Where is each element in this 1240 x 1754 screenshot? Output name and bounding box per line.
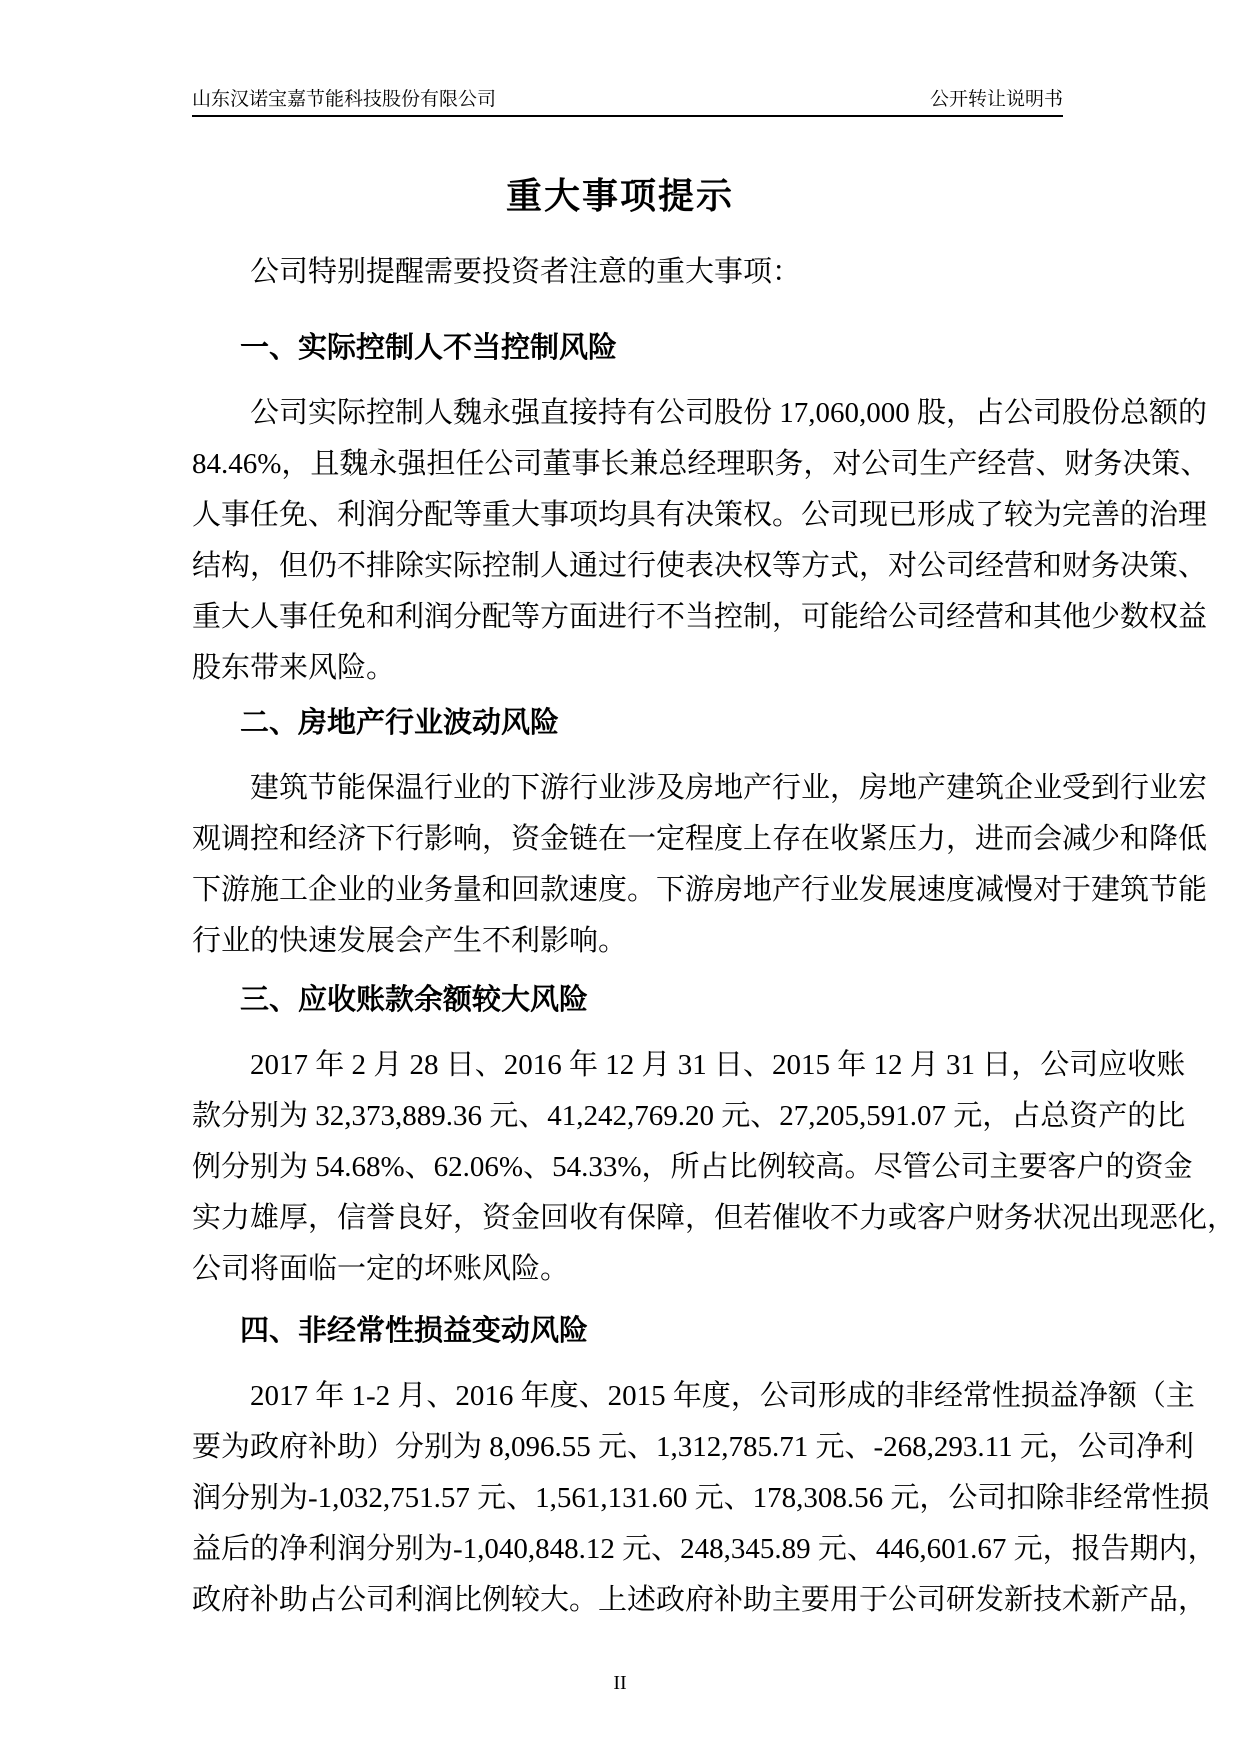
paragraph-line: 2017 年 1-2 月、2016 年度、2015 年度，公司形成的非经常性损益净额（主 [250,1380,1195,1412]
section-1 [192,323,1210,694]
paragraph-line: 要为政府补助）分别为 8,096.55 元、1,312,785.71 元、-268,293.11 元，公司净利 [192,1431,1194,1463]
intro-text: 公司特别提醒需要投资者注意的重大事项： [250,256,802,288]
paragraph-line: 益后的净利润分别为-1,040,848.12 元、248,345.89 元、446,601.67 元，报告期内， [192,1533,1217,1565]
paragraph-line: 下游施工企业的业务量和回款速度。下游房地产行业发展速度减慢对于建筑节能 [192,874,1208,906]
section-4 [192,1306,1217,1626]
section-heading: 四、非经常性损益变动风险 [240,1315,589,1347]
section-3 [192,975,1237,1295]
paragraph-line: 84.46%，且魏永强担任公司董事长兼总经理职务，对公司生产经营、财务决策、 [192,448,1210,480]
paragraph-line: 政府补助占公司利润比例较大。上述政府补助主要用于公司研发新技术新产品， [192,1584,1208,1616]
paragraph-line: 观调控和经济下行影响，资金链在一定程度上存在收紧压力，进而会减少和降低 [192,823,1208,855]
section-heading: 一、实际控制人不当控制风险 [240,332,618,364]
paragraph-line: 重大人事任免和利润分配等方面进行不当控制，可能给公司经营和其他少数权益 [192,601,1208,633]
paragraph-line: 股东带来风险。 [192,652,396,684]
header-divider [192,115,1063,117]
paragraph-line: 款分别为 32,373,889.36 元、41,242,769.20 元、27,205,591.07 元，占总资产的比 [192,1100,1186,1132]
paragraph-line: 2017 年 2 月 28 日、2016 年 12 月 31 日、2015 年 12 月 31 日，公司应收账 [250,1049,1186,1081]
paragraph-line: 公司将面临一定的坏账风险。 [192,1253,570,1285]
section-heading: 三、应收账款余额较大风险 [240,984,589,1016]
section-2 [192,698,1208,967]
paragraph-line: 结构，但仍不排除实际控制人通过行使表决权等方式，对公司经营和财务决策、 [192,550,1208,582]
paragraph-line: 润分别为-1,032,751.57 元、1,561,131.60 元、178,308.56 元，公司扣除非经常性损 [192,1482,1210,1514]
paragraph-line: 公司实际控制人魏永强直接持有公司股份 17,060,000 股，占公司股份总额的 [250,397,1208,429]
paragraph-line: 建筑节能保温行业的下游行业涉及房地产行业，房地产建筑企业受到行业宏 [250,772,1208,804]
header-doc-type: 公开转让说明书 [929,89,1063,110]
paragraph-line: 例分别为 54.68%、62.06%、54.33%，所占比例较高。尽管公司主要客户的资金 [192,1151,1193,1183]
section-heading: 二、房地产行业波动风险 [240,707,560,739]
paragraph-line: 人事任免、利润分配等重大事项均具有决策权。公司现已形成了较为完善的治理 [192,499,1208,531]
page-title: 重大事项提示 [505,176,734,216]
page-number: II [613,1672,627,1694]
paragraph-line: 实力雄厚，信誉良好，资金回收有保障，但若催收不力或客户财务状况出现恶化， [192,1202,1237,1234]
intro-paragraph [192,247,1063,298]
paragraph-line: 行业的快速发展会产生不利影响。 [192,925,628,957]
header-company: 山东汉诺宝嘉节能科技股份有限公司 [192,89,497,110]
